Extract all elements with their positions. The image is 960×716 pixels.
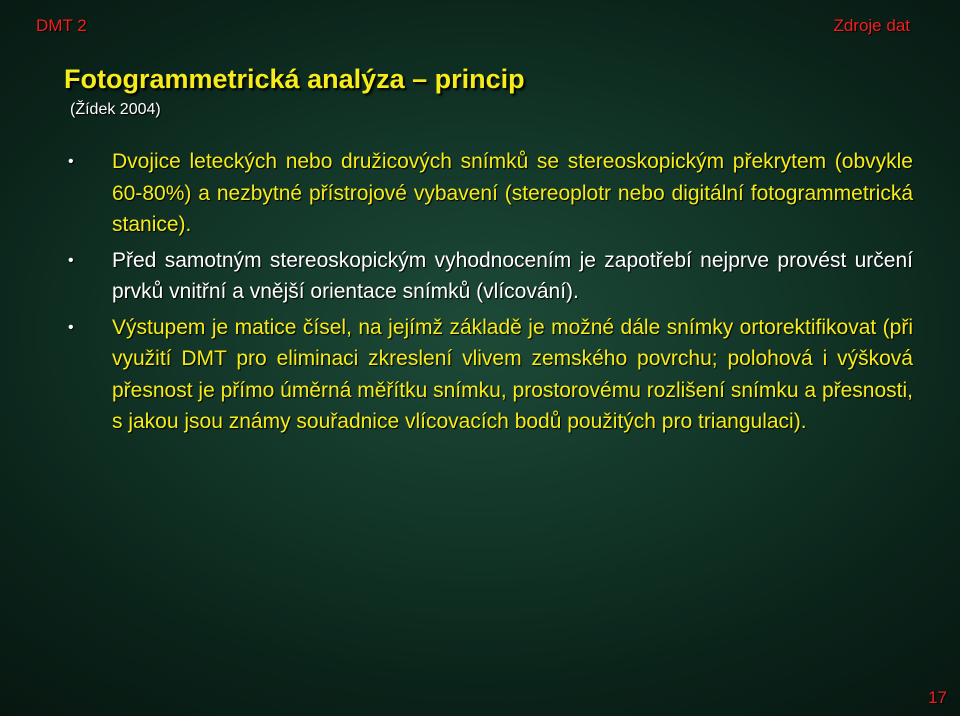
slide-title: Fotogrammetrická analýza – princip (64, 64, 525, 94)
page-number: 17 (928, 688, 947, 707)
bullet-text: Výstupem je matice čísel, na jejímž základě je možné dále snímky ortorektifikovat (při využití DMT pro eliminaci zkreslení vlivem zemského povrchu; polohová i výšková přesnost je přímo úměrná měřítku snímku, prostorovému rozlišení snímku a přesnosti, s jakou jsou známy souřadnice vlícovacích bodů použitých pro triangulaci). (112, 315, 913, 433)
bullet-icon: • (68, 251, 74, 269)
bullet-icon: • (68, 318, 74, 336)
bullet-item-1 (68, 146, 913, 241)
bullet-item-2 (68, 245, 913, 308)
course-label: DMT 2 (36, 16, 87, 35)
bullet-list (68, 146, 913, 442)
slide-subtitle: (Žídek 2004) (70, 101, 161, 118)
bullet-text: Dvojice leteckých nebo družicových snímků se stereoskopickým překrytem (obvykle 60-80%) a nezbytné přístrojové vybavení (stereoplotr nebo digitální fotogrammetrická stanice). (112, 150, 913, 236)
bullet-icon: • (68, 153, 74, 170)
bullet-item-3 (68, 312, 913, 438)
bullet-text: Před samotným stereoskopickým vyhodnocením je zapotřebí nejprve provést určení prvků vnitřní a vnější orientace snímků (vlícování). (112, 248, 913, 303)
sources-link[interactable]: Zdroje dat (833, 16, 910, 35)
